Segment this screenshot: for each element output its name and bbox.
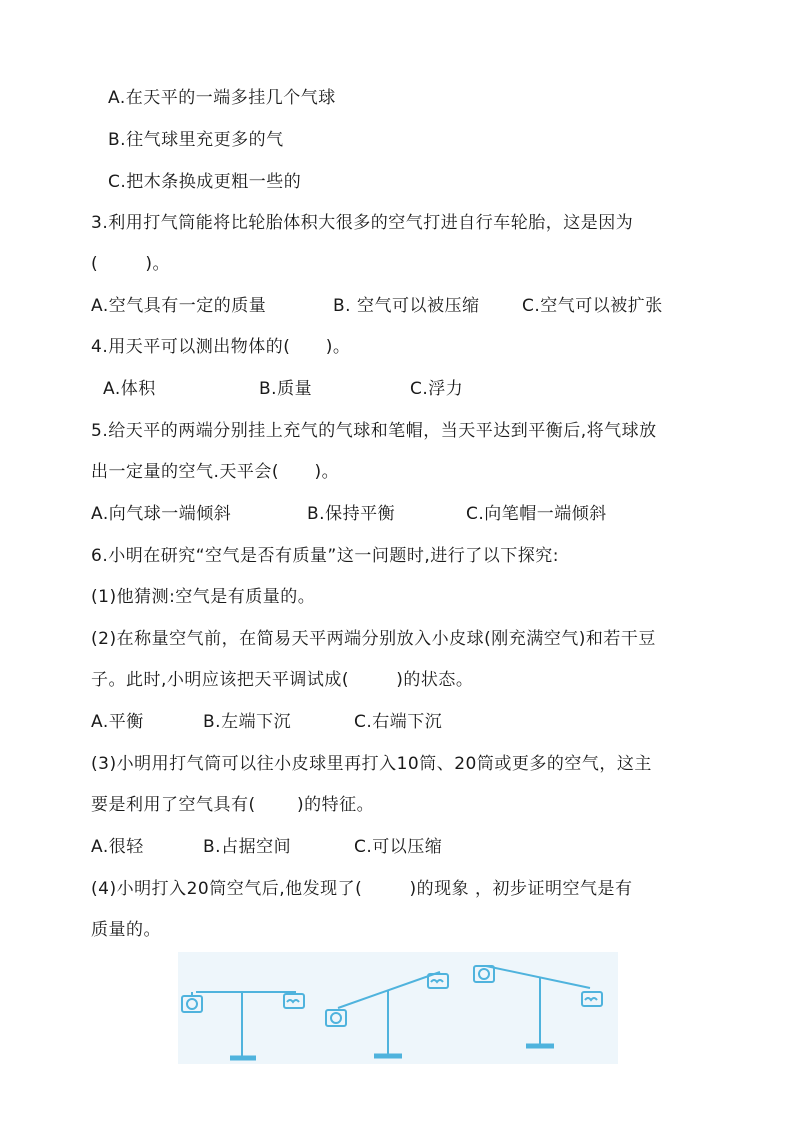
q6-part2-line1: (2)在称量空气前，在简易天平两端分别放入小皮球(刚充满空气)和若干豆 xyxy=(91,629,656,649)
q6-part3-option-a: A.很轻 xyxy=(91,837,144,857)
q3-option-b: B. 空气可以被压缩 xyxy=(333,296,480,316)
q6-part2-option-a: A.平衡 xyxy=(91,712,144,732)
q6-part2-option-b: B.左端下沉 xyxy=(203,712,292,732)
q6-part3-option-c: C.可以压缩 xyxy=(354,837,443,857)
q4-option-b: B.质量 xyxy=(259,379,313,399)
q3-stem-line1: 3.利用打气筒能将比轮胎体积大很多的空气打进自行车轮胎，这是因为 xyxy=(91,213,634,233)
q6-part2-line2: 子。此时,小明应该把天平调试成( )的状态。 xyxy=(91,670,474,690)
q5-stem-line2: 出一定量的空气.天平会( )。 xyxy=(91,462,340,482)
q5-stem-line1: 5.给天平的两端分别挂上充气的气球和笔帽，当天平达到平衡后,将气球放 xyxy=(91,421,657,441)
q6-part4-line1: (4)小明打入20筒空气后,他发现了( )的现象 ，初步证明空气是有 xyxy=(91,879,633,899)
q3-option-a: A.空气具有一定的质量 xyxy=(91,296,267,316)
q5-option-c: C.向笔帽一端倾斜 xyxy=(466,504,607,524)
q4-stem: 4.用天平可以测出物体的( )。 xyxy=(91,337,351,357)
q5-option-b: B.保持平衡 xyxy=(307,504,396,524)
q2-option-c: C.把木条换成更粗一些的 xyxy=(108,172,302,192)
q2-option-b: B.往气球里充更多的气 xyxy=(108,130,284,150)
q3-option-c: C.空气可以被扩张 xyxy=(522,296,663,316)
q6-part3-option-b: B.占据空间 xyxy=(203,837,292,857)
balance-figures xyxy=(178,952,618,1064)
q3-stem-line2: ( )。 xyxy=(91,254,170,274)
q6-part3-line2: 要是利用了空气具有( )的特征。 xyxy=(91,795,375,815)
balance-illustration xyxy=(178,952,618,1064)
q5-option-a: A.向气球一端倾斜 xyxy=(91,504,232,524)
q4-option-c: C.浮力 xyxy=(410,379,464,399)
q6-stem: 6.小明在研究“空气是否有质量”这一问题时,进行了以下探究: xyxy=(91,546,559,566)
q2-option-a: A.在天平的一端多挂几个气球 xyxy=(108,88,336,108)
q6-part3-line1: (3)小明用打气筒可以往小皮球里再打入10筒、20筒或更多的空气，这主 xyxy=(91,754,652,774)
q6-part4-line2: 质量的。 xyxy=(91,920,161,940)
q6-part1: (1)他猜测:空气是有质量的。 xyxy=(91,587,316,607)
q6-part2-option-c: C.右端下沉 xyxy=(354,712,443,732)
q4-option-a: A.体积 xyxy=(103,379,156,399)
